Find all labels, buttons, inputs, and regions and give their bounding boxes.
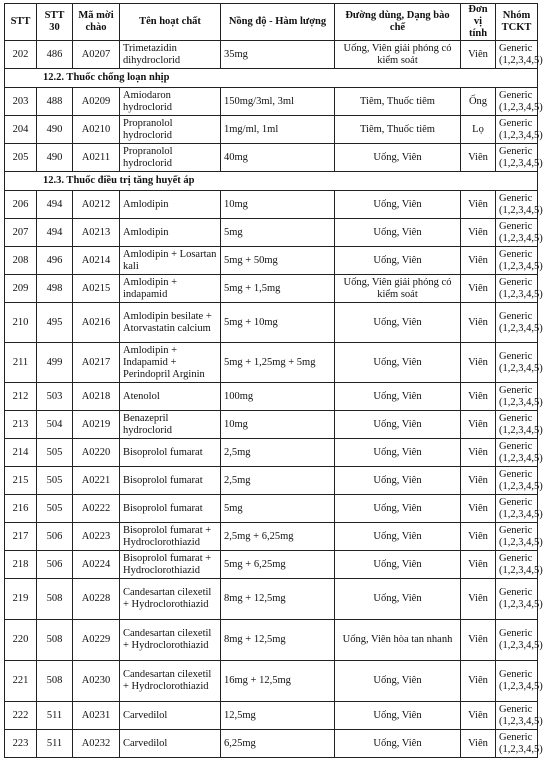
cell-group: Generic (1,2,3,4,5)	[496, 661, 538, 702]
cell-stt30: 496	[37, 247, 73, 275]
cell-code: A0213	[73, 219, 120, 247]
cell-route: Uống, Viên	[335, 343, 461, 383]
table-row	[5, 730, 538, 758]
cell-strength: 40mg	[221, 144, 335, 172]
cell-code: A0220	[73, 439, 120, 467]
cell-route: Uống, Viên	[335, 523, 461, 551]
cell-strength: 12,5mg	[221, 702, 335, 730]
cell-stt30: 505	[37, 439, 73, 467]
cell-name: Amlodipin	[120, 219, 221, 247]
cell-unit: Viên	[461, 219, 496, 247]
cell-strength: 2,5mg	[221, 439, 335, 467]
table-row	[5, 191, 538, 219]
cell-stt: 211	[5, 343, 37, 383]
cell-unit: Viên	[461, 620, 496, 661]
cell-unit: Viên	[461, 247, 496, 275]
cell-code: A0217	[73, 343, 120, 383]
cell-stt: 208	[5, 247, 37, 275]
table-row	[5, 88, 538, 116]
cell-stt30: 508	[37, 579, 73, 620]
cell-stt30: 490	[37, 116, 73, 144]
cell-group: Generic (1,2,3,4,5)	[496, 579, 538, 620]
section-title: 12.3. Thuốc điều trị tăng huyết áp	[5, 172, 538, 191]
cell-name: Candesartan cilexetil + Hydroclorothiazid	[120, 620, 221, 661]
cell-name: Atenolol	[120, 383, 221, 411]
cell-code: A0230	[73, 661, 120, 702]
cell-unit: Viên	[461, 495, 496, 523]
cell-stt: 218	[5, 551, 37, 579]
cell-stt: 219	[5, 579, 37, 620]
cell-code: A0222	[73, 495, 120, 523]
cell-route: Uống, Viên	[335, 303, 461, 343]
cell-strength: 6,25mg	[221, 730, 335, 758]
cell-stt30: 506	[37, 523, 73, 551]
header-unit: Đơn vị tính	[461, 4, 496, 41]
cell-unit: Viên	[461, 275, 496, 303]
cell-stt30: 486	[37, 41, 73, 69]
cell-unit: Viên	[461, 144, 496, 172]
cell-strength: 2,5mg + 6,25mg	[221, 523, 335, 551]
cell-unit: Viên	[461, 523, 496, 551]
cell-strength: 5mg + 50mg	[221, 247, 335, 275]
cell-group: Generic (1,2,3,4,5)	[496, 495, 538, 523]
section-title: 12.2. Thuốc chống loạn nhịp	[5, 69, 538, 88]
cell-strength: 16mg + 12,5mg	[221, 661, 335, 702]
cell-strength: 2,5mg	[221, 467, 335, 495]
cell-strength: 8mg + 12,5mg	[221, 620, 335, 661]
cell-route: Uống, Viên	[335, 702, 461, 730]
header-offer-code: Mã mời chào	[73, 4, 120, 41]
cell-group: Generic (1,2,3,4,5)	[496, 383, 538, 411]
cell-strength: 100mg	[221, 383, 335, 411]
cell-stt: 214	[5, 439, 37, 467]
table-row	[5, 467, 538, 495]
cell-route: Uống, Viên	[335, 411, 461, 439]
section-row	[5, 69, 538, 88]
cell-unit: Viên	[461, 343, 496, 383]
cell-code: A0219	[73, 411, 120, 439]
cell-code: A0232	[73, 730, 120, 758]
table-row	[5, 144, 538, 172]
cell-strength: 5mg + 6,25mg	[221, 551, 335, 579]
cell-stt: 206	[5, 191, 37, 219]
cell-route: Uống, Viên	[335, 579, 461, 620]
cell-stt30: 508	[37, 661, 73, 702]
cell-name: Bisoprolol fumarat	[120, 495, 221, 523]
cell-stt: 217	[5, 523, 37, 551]
cell-name: Amlodipin	[120, 191, 221, 219]
cell-stt30: 505	[37, 495, 73, 523]
cell-group: Generic (1,2,3,4,5)	[496, 551, 538, 579]
cell-name: Carvedilol	[120, 730, 221, 758]
cell-code: A0218	[73, 383, 120, 411]
cell-unit: Viên	[461, 730, 496, 758]
table-row	[5, 702, 538, 730]
cell-stt: 210	[5, 303, 37, 343]
cell-unit: Viên	[461, 411, 496, 439]
cell-code: A0224	[73, 551, 120, 579]
table-row	[5, 439, 538, 467]
cell-group: Generic (1,2,3,4,5)	[496, 523, 538, 551]
cell-strength: 8mg + 12,5mg	[221, 579, 335, 620]
table-row	[5, 495, 538, 523]
cell-stt: 223	[5, 730, 37, 758]
cell-route: Tiêm, Thuốc tiêm	[335, 116, 461, 144]
table-row	[5, 579, 538, 620]
table-row	[5, 116, 538, 144]
table-row	[5, 275, 538, 303]
cell-name: Amlodipin + indapamid	[120, 275, 221, 303]
cell-strength: 5mg + 1,25mg + 5mg	[221, 343, 335, 383]
cell-route: Uống, Viên giải phóng có kiểm soát	[335, 41, 461, 69]
cell-unit: Viên	[461, 467, 496, 495]
cell-code: A0214	[73, 247, 120, 275]
cell-code: A0211	[73, 144, 120, 172]
cell-name: Bisoprolol fumarat	[120, 439, 221, 467]
header-stt30: STT 30	[37, 4, 73, 41]
cell-stt30: 490	[37, 144, 73, 172]
cell-group: Generic (1,2,3,4,5)	[496, 303, 538, 343]
cell-stt30: 494	[37, 191, 73, 219]
cell-name: Candesartan cilexetil + Hydroclorothiazid	[120, 661, 221, 702]
cell-route: Uống, Viên	[335, 467, 461, 495]
table-row	[5, 620, 538, 661]
drug-list-table	[4, 3, 543, 758]
cell-name: Benazepril hydroclorid	[120, 411, 221, 439]
cell-name: Amiodaron hydroclorid	[120, 88, 221, 116]
cell-code: A0228	[73, 579, 120, 620]
cell-stt: 202	[5, 41, 37, 69]
cell-stt: 222	[5, 702, 37, 730]
table-row	[5, 661, 538, 702]
cell-name: Carvedilol	[120, 702, 221, 730]
table-header	[5, 4, 538, 41]
cell-group: Generic (1,2,3,4,5)	[496, 730, 538, 758]
cell-group: Generic (1,2,3,4,5)	[496, 88, 538, 116]
cell-route: Tiêm, Thuốc tiêm	[335, 88, 461, 116]
cell-stt30: 506	[37, 551, 73, 579]
cell-strength: 35mg	[221, 41, 335, 69]
cell-stt30: 498	[37, 275, 73, 303]
table-row	[5, 383, 538, 411]
cell-stt30: 511	[37, 730, 73, 758]
table-row	[5, 219, 538, 247]
cell-code: A0229	[73, 620, 120, 661]
cell-code: A0210	[73, 116, 120, 144]
cell-stt30: 495	[37, 303, 73, 343]
table-row	[5, 411, 538, 439]
cell-stt: 215	[5, 467, 37, 495]
cell-route: Uống, Viên	[335, 439, 461, 467]
cell-strength: 10mg	[221, 411, 335, 439]
cell-unit: Viên	[461, 303, 496, 343]
cell-stt: 203	[5, 88, 37, 116]
cell-name: Amlodipin besilate + Atorvastatin calcium	[120, 303, 221, 343]
header-strength: Nồng độ - Hàm lượng	[221, 4, 335, 41]
cell-route: Uống, Viên	[335, 661, 461, 702]
cell-name: Amlodipin + Indapamid + Perindopril Arginin	[120, 343, 221, 383]
cell-group: Generic (1,2,3,4,5)	[496, 247, 538, 275]
cell-strength: 5mg	[221, 219, 335, 247]
table-row	[5, 247, 538, 275]
header-route-form: Đường dùng, Dạng bào chế	[335, 4, 461, 41]
cell-group: Generic (1,2,3,4,5)	[496, 620, 538, 661]
cell-name: Amlodipin + Losartan kali	[120, 247, 221, 275]
cell-unit: Viên	[461, 191, 496, 219]
cell-group: Generic (1,2,3,4,5)	[496, 191, 538, 219]
cell-stt: 212	[5, 383, 37, 411]
cell-group: Generic (1,2,3,4,5)	[496, 219, 538, 247]
cell-code: A0221	[73, 467, 120, 495]
cell-group: Generic (1,2,3,4,5)	[496, 343, 538, 383]
cell-strength: 150mg/3ml, 3ml	[221, 88, 335, 116]
cell-unit: Viên	[461, 579, 496, 620]
table-row	[5, 303, 538, 343]
cell-name: Bisoprolol fumarat + Hydroclorothiazid	[120, 523, 221, 551]
cell-stt30: 488	[37, 88, 73, 116]
cell-code: A0223	[73, 523, 120, 551]
cell-group: Generic (1,2,3,4,5)	[496, 702, 538, 730]
table-row	[5, 343, 538, 383]
cell-code: A0207	[73, 41, 120, 69]
cell-route: Uống, Viên	[335, 730, 461, 758]
cell-route: Uống, Viên	[335, 383, 461, 411]
cell-code: A0212	[73, 191, 120, 219]
table-row	[5, 551, 538, 579]
cell-code: A0209	[73, 88, 120, 116]
cell-unit: Viên	[461, 661, 496, 702]
cell-unit: Lọ	[461, 116, 496, 144]
cell-group: Generic (1,2,3,4,5)	[496, 467, 538, 495]
cell-strength: 5mg + 1,5mg	[221, 275, 335, 303]
cell-strength: 5mg + 10mg	[221, 303, 335, 343]
header-active-ingredient: Tên hoạt chất	[120, 4, 221, 41]
cell-code: A0215	[73, 275, 120, 303]
cell-strength: 10mg	[221, 191, 335, 219]
table-body	[5, 41, 543, 758]
cell-name: Propranolol hydroclorid	[120, 116, 221, 144]
cell-strength: 5mg	[221, 495, 335, 523]
cell-stt: 213	[5, 411, 37, 439]
cell-stt30: 508	[37, 620, 73, 661]
cell-name: Candesartan cilexetil + Hydroclorothiazid	[120, 579, 221, 620]
cell-route: Uống, Viên	[335, 144, 461, 172]
cell-stt: 220	[5, 620, 37, 661]
cell-route: Uống, Viên hòa tan nhanh	[335, 620, 461, 661]
section-row	[5, 172, 538, 191]
cell-code: A0216	[73, 303, 120, 343]
cell-group: Generic (1,2,3,4,5)	[496, 275, 538, 303]
cell-code: A0231	[73, 702, 120, 730]
cell-group: Generic (1,2,3,4,5)	[496, 116, 538, 144]
cell-unit: Viên	[461, 41, 496, 69]
cell-group: Generic (1,2,3,4,5)	[496, 439, 538, 467]
cell-stt30: 505	[37, 467, 73, 495]
cell-stt30: 499	[37, 343, 73, 383]
cell-name: Trimetazidin dihydroclorid	[120, 41, 221, 69]
cell-name: Bisoprolol fumarat + Hydroclorothiazid	[120, 551, 221, 579]
cell-route: Uống, Viên giải phóng có kiểm soát	[335, 275, 461, 303]
cell-name: Propranolol hydroclorid	[120, 144, 221, 172]
cell-group: Generic (1,2,3,4,5)	[496, 41, 538, 69]
cell-strength: 1mg/ml, 1ml	[221, 116, 335, 144]
header-stt: STT	[5, 4, 37, 41]
cell-stt30: 511	[37, 702, 73, 730]
cell-stt30: 504	[37, 411, 73, 439]
cell-route: Uống, Viên	[335, 219, 461, 247]
cell-name: Bisoprolol fumarat	[120, 467, 221, 495]
cell-stt: 221	[5, 661, 37, 702]
cell-stt: 216	[5, 495, 37, 523]
table-row	[5, 523, 538, 551]
cell-route: Uống, Viên	[335, 247, 461, 275]
cell-group: Generic (1,2,3,4,5)	[496, 411, 538, 439]
cell-stt: 205	[5, 144, 37, 172]
cell-route: Uống, Viên	[335, 191, 461, 219]
cell-stt30: 494	[37, 219, 73, 247]
cell-unit: Viên	[461, 383, 496, 411]
cell-unit: Viên	[461, 439, 496, 467]
cell-unit: Ống	[461, 88, 496, 116]
cell-stt: 207	[5, 219, 37, 247]
cell-stt: 204	[5, 116, 37, 144]
cell-stt30: 503	[37, 383, 73, 411]
cell-route: Uống, Viên	[335, 495, 461, 523]
table-row	[5, 41, 538, 69]
cell-stt: 209	[5, 275, 37, 303]
cell-route: Uống, Viên	[335, 551, 461, 579]
header-tckt-group: Nhóm TCKT	[496, 4, 538, 41]
cell-unit: Viên	[461, 702, 496, 730]
cell-group: Generic (1,2,3,4,5)	[496, 144, 538, 172]
cell-unit: Viên	[461, 551, 496, 579]
